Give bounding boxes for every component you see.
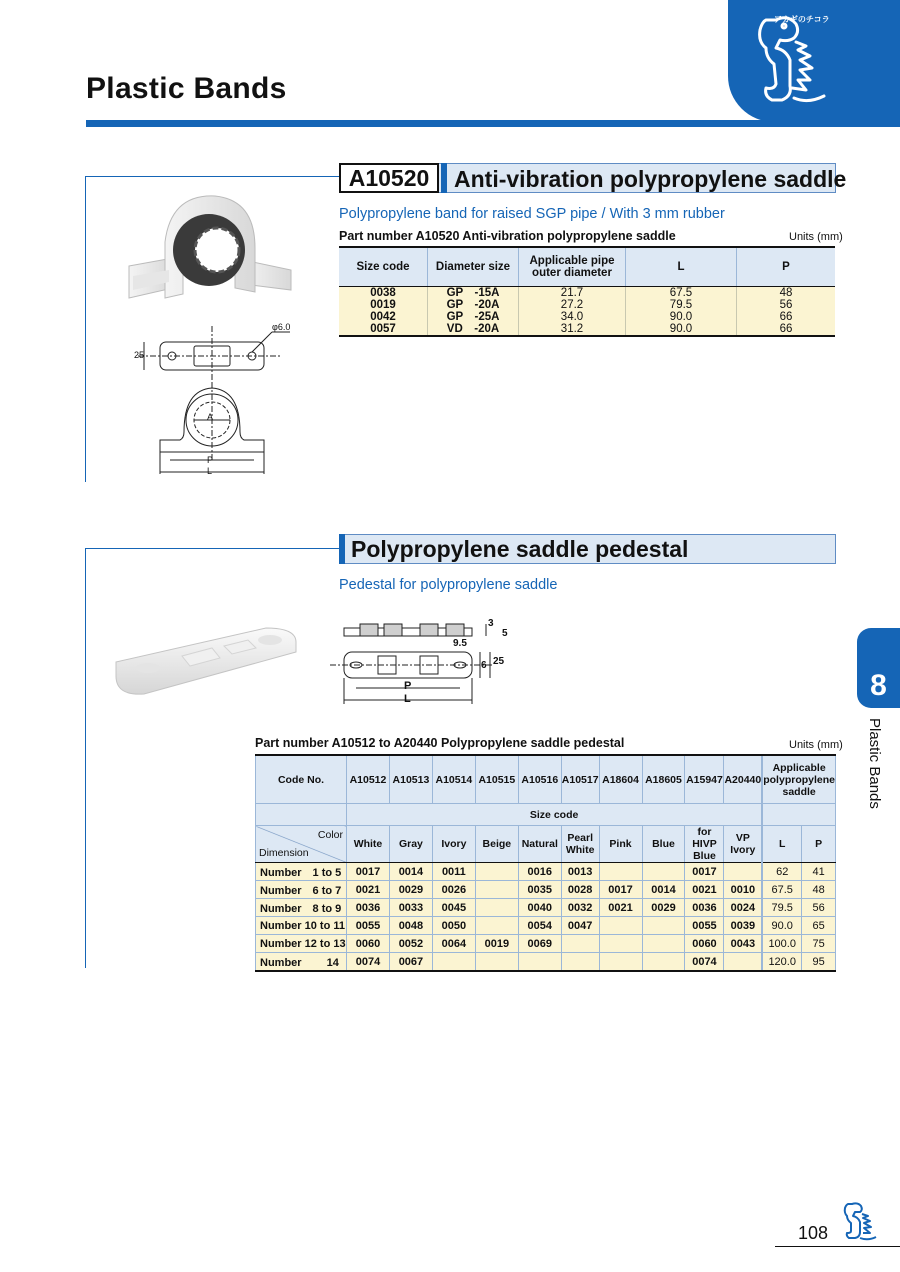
code-no-header: Code No. — [256, 755, 347, 804]
cell: 0017 — [347, 863, 390, 881]
cell: 0028 — [561, 881, 599, 899]
chapter-tab: 8 — [857, 628, 900, 708]
page-title: Plastic Bands — [86, 72, 287, 105]
page-number: 108 — [798, 1223, 829, 1243]
color-header: Natural — [518, 826, 561, 863]
section1-frame-left — [85, 176, 86, 482]
cell — [599, 863, 642, 881]
dinosaur-mascot-icon — [748, 12, 834, 116]
table-row — [339, 287, 835, 300]
cell: 62 — [762, 863, 801, 881]
code-header: A10514 — [432, 755, 475, 804]
color-header: VP Ivory — [724, 826, 762, 863]
cell: 66 — [737, 311, 836, 323]
cell: 0014 — [642, 881, 685, 899]
cell: 56 — [737, 299, 836, 311]
drawing-a-label: A — [207, 412, 214, 422]
cell: 65 — [802, 917, 836, 935]
code-header: A10513 — [389, 755, 432, 804]
color-header: Ivory — [432, 826, 475, 863]
cell: 0060 — [685, 935, 724, 953]
cell: GP -25A — [428, 311, 519, 323]
cell: 0029 — [389, 881, 432, 899]
cell: 0040 — [518, 899, 561, 917]
table-row — [256, 881, 836, 899]
cell: GP -15A — [428, 287, 519, 300]
cell: 0060 — [347, 935, 390, 953]
code-header: A10512 — [347, 755, 390, 804]
cell: 0050 — [432, 917, 475, 935]
cell — [642, 917, 685, 935]
cell: 27.2 — [519, 299, 626, 311]
col-l: L — [626, 247, 737, 287]
cell: 0017 — [685, 863, 724, 881]
drawing-l-label: L — [404, 693, 411, 705]
pedestal-product-photo — [112, 618, 298, 700]
cell — [561, 935, 599, 953]
col-size-code: Size code — [339, 247, 428, 287]
cell: 0032 — [561, 899, 599, 917]
cell: 31.2 — [519, 323, 626, 336]
code-header: A10515 — [475, 755, 518, 804]
color-header: Pink — [599, 826, 642, 863]
cell: 0029 — [642, 899, 685, 917]
dinosaur-footer-icon — [842, 1200, 878, 1244]
mascot-caption: アカギのチコラ — [774, 15, 830, 24]
section1-subtitle: Polypropylene band for raised SGP pipe / With 3 mm rubber — [339, 206, 725, 222]
cell: 34.0 — [519, 311, 626, 323]
cell: Number 8 to 9 — [256, 899, 347, 917]
cell: 100.0 — [762, 935, 801, 953]
code-header: A15947 — [685, 755, 724, 804]
cell: 0067 — [389, 953, 432, 972]
code-header: A10516 — [518, 755, 561, 804]
cell — [599, 917, 642, 935]
cell: 0052 — [389, 935, 432, 953]
cell: 0043 — [724, 935, 762, 953]
section1-accent — [441, 163, 447, 193]
cell: 79.5 — [626, 299, 737, 311]
table-row — [256, 917, 836, 935]
cell: 0055 — [347, 917, 390, 935]
p-header: P — [802, 826, 836, 863]
cell: 48 — [737, 287, 836, 300]
drawing-9-5-label: 9.5 — [453, 638, 467, 649]
applicable-header: Applicable polypropylene saddle — [762, 755, 835, 804]
cell — [599, 935, 642, 953]
cell: 0033 — [389, 899, 432, 917]
footer-rule — [775, 1246, 900, 1247]
cell: 67.5 — [762, 881, 801, 899]
table-row — [256, 935, 836, 953]
drawing-p-label: P — [207, 455, 214, 465]
cell: 0010 — [724, 881, 762, 899]
table-row — [256, 899, 836, 917]
drawing-phi-label: φ6.0 — [272, 322, 291, 332]
table-row — [256, 953, 836, 972]
drawing-5-label: 5 — [502, 628, 508, 639]
cell: 0038 — [339, 287, 428, 300]
cell: 0026 — [432, 881, 475, 899]
section2-table-caption: Part number A10512 to A20440 Polypropylene saddle pedestal — [255, 736, 625, 750]
cell: 0021 — [685, 881, 724, 899]
cell: 56 — [802, 899, 836, 917]
cell — [724, 953, 762, 972]
part-code: A10520 — [339, 163, 439, 193]
cell — [561, 953, 599, 972]
blank-header — [762, 804, 835, 826]
size-code-header: Size code — [347, 804, 763, 826]
drawing-l-label: L — [207, 466, 213, 476]
section1-units: Units (mm) — [789, 231, 843, 243]
cell: 90.0 — [762, 917, 801, 935]
dimension-label: Dimension — [259, 847, 309, 859]
drawing-25-label: 25 — [134, 350, 145, 360]
color-header: White — [347, 826, 390, 863]
cell: Number 6 to 7 — [256, 881, 347, 899]
cell: GP -20A — [428, 299, 519, 311]
section2-frame-left — [85, 548, 86, 968]
cell: 66 — [737, 323, 836, 336]
cell: 0019 — [475, 935, 518, 953]
cell: 21.7 — [519, 287, 626, 300]
cell: Number 12 to 13 — [256, 935, 347, 953]
code-header: A20440 — [724, 755, 762, 804]
cell: 0024 — [724, 899, 762, 917]
cell — [642, 953, 685, 972]
cell: 48 — [802, 881, 836, 899]
cell: 0014 — [389, 863, 432, 881]
table-row — [339, 311, 835, 323]
chapter-label: Plastic Bands — [866, 718, 883, 809]
cell: 120.0 — [762, 953, 801, 972]
section1-frame-top — [85, 176, 339, 177]
drawing-3-label: 3 — [488, 618, 494, 629]
code-header: A18604 — [599, 755, 642, 804]
cell: 0054 — [518, 917, 561, 935]
cell: 0042 — [339, 311, 428, 323]
color-label: Color — [317, 829, 343, 841]
color-header: for HIVP Blue — [685, 826, 724, 863]
cell — [599, 953, 642, 972]
cell — [475, 917, 518, 935]
cell: 0045 — [432, 899, 475, 917]
cell — [475, 863, 518, 881]
cell: 0036 — [685, 899, 724, 917]
cell: 0013 — [561, 863, 599, 881]
code-header: A18605 — [642, 755, 685, 804]
cell: 0039 — [724, 917, 762, 935]
pedestal-code-table — [255, 754, 836, 972]
cell: 41 — [802, 863, 836, 881]
cell: 90.0 — [626, 323, 737, 336]
cell: 0055 — [685, 917, 724, 935]
cell: 0048 — [389, 917, 432, 935]
l-header: L — [762, 826, 801, 863]
cell: 0074 — [347, 953, 390, 972]
cell — [642, 935, 685, 953]
cell — [642, 863, 685, 881]
section2-subtitle: Pedestal for polypropylene saddle — [339, 577, 558, 593]
code-header: A10517 — [561, 755, 599, 804]
cell: 0021 — [347, 881, 390, 899]
cell: 90.0 — [626, 311, 737, 323]
col-pipe-od: Applicable pipe outer diameter — [519, 247, 626, 287]
cell: Number 10 to 11 — [256, 917, 347, 935]
cell: 0069 — [518, 935, 561, 953]
table-row — [339, 323, 835, 336]
cell — [475, 899, 518, 917]
cell: 79.5 — [762, 899, 801, 917]
cell — [724, 863, 762, 881]
blank-header — [256, 804, 347, 826]
col-p: P — [737, 247, 836, 287]
pedestal-table-body — [256, 863, 836, 972]
cell — [518, 953, 561, 972]
cell — [475, 881, 518, 899]
cell: Number 1 to 5 — [256, 863, 347, 881]
cell: 0035 — [518, 881, 561, 899]
cell: 75 — [802, 935, 836, 953]
drawing-p-label: P — [404, 680, 412, 692]
table-row — [339, 299, 835, 311]
color-header: Blue — [642, 826, 685, 863]
drawing-25-label: 25 — [493, 656, 505, 667]
cell: 95 — [802, 953, 836, 972]
section2-heading: Polypropylene saddle pedestal — [351, 536, 689, 562]
cell: 0064 — [432, 935, 475, 953]
color-header: Gray — [389, 826, 432, 863]
table-row — [256, 863, 836, 881]
cell: 67.5 — [626, 287, 737, 300]
section1-table-caption: Part number A10520 Anti-vibration polypropylene saddle — [339, 229, 676, 243]
color-header: Beige — [475, 826, 518, 863]
col-diameter: Diameter size — [428, 247, 519, 287]
section2-units: Units (mm) — [789, 739, 843, 751]
saddle-product-photo — [125, 190, 295, 308]
cell: 0036 — [347, 899, 390, 917]
cell — [475, 953, 518, 972]
section1-heading: Anti-vibration polypropylene saddle — [454, 166, 847, 192]
cell: Number 14 — [256, 953, 347, 972]
color-header: Pearl White — [561, 826, 599, 863]
section2-frame-top — [85, 548, 339, 549]
cell: 0074 — [685, 953, 724, 972]
cell: 0057 — [339, 323, 428, 336]
saddle-spec-table — [339, 246, 835, 337]
color-dimension-header — [256, 826, 347, 863]
section2-accent — [339, 534, 345, 564]
drawing-6-label: 6 — [481, 660, 487, 671]
cell: 0016 — [518, 863, 561, 881]
cell: 0019 — [339, 299, 428, 311]
cell: VD -20A — [428, 323, 519, 336]
cell: 0021 — [599, 899, 642, 917]
cell — [432, 953, 475, 972]
cell: 0017 — [599, 881, 642, 899]
cell: 0011 — [432, 863, 475, 881]
cell: 0047 — [561, 917, 599, 935]
